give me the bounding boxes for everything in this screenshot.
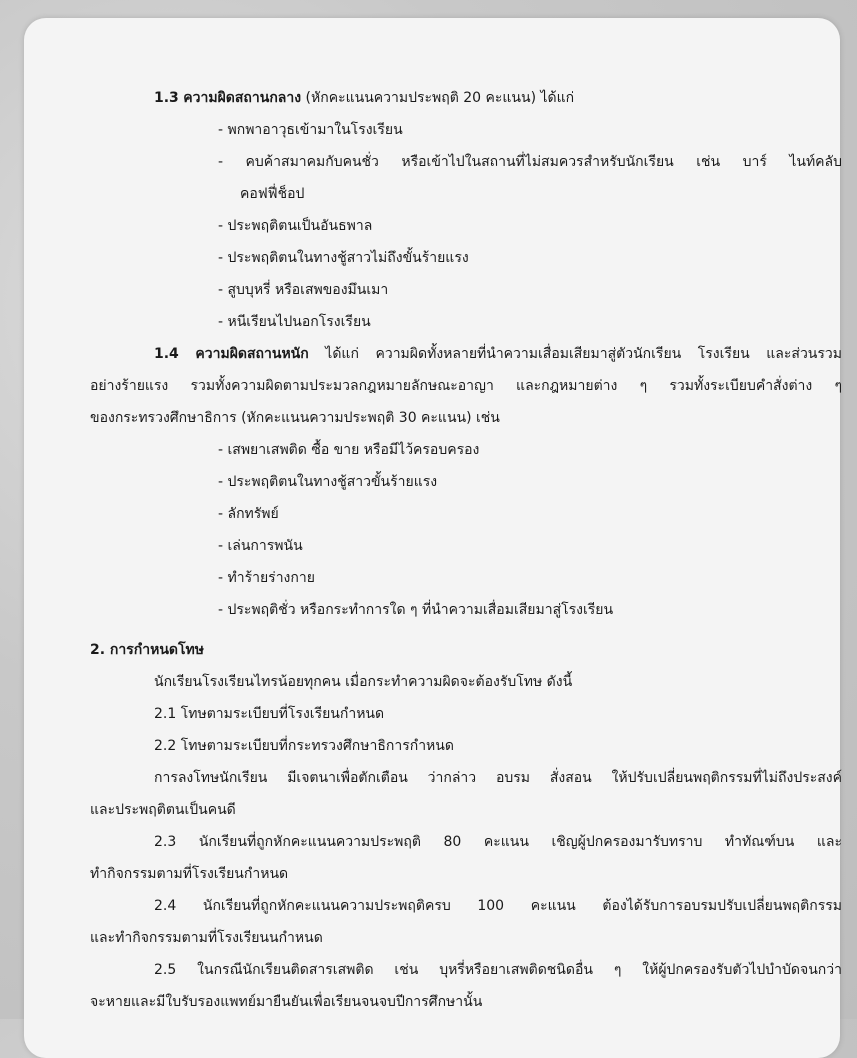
paragraph-line: 2.2 โทษตามระเบียบที่กระทรวงศึกษาธิการกำหนด [154, 738, 454, 754]
list-item: - คบค้าสมาคมกับคนชั่ว หรือเข้าไปในสถานที่ไม่สมควรสำหรับนักเรียน เช่น บาร์ ไนท์คลับ [218, 154, 842, 170]
section-title: ความผิดสถานกลาง [183, 90, 302, 106]
paragraph-line: 2.4 นักเรียนที่ถูกหักคะแนนความประพฤติครบ 100 คะแนน ต้องได้รับการอบรมปรับเปลี่ยนพฤติกรรม [154, 898, 842, 914]
list-item: - พกพาอาวุธเข้ามาในโรงเรียน [218, 122, 403, 138]
paragraph-line: 2.1 โทษตามระเบียบที่โรงเรียนกำหนด [154, 706, 385, 722]
paragraph-line: 2.5 ในกรณีนักเรียนติดสารเสพติด เช่น บุหรี่หรือยาเสพติดชนิดอื่น ๆ ให้ผู้ปกครองรับตัวไปบำบัดจนกว่า [154, 962, 842, 978]
paragraph-line: นักเรียนโรงเรียนไทรน้อยทุกคน เมื่อกระทำความผิดจะต้องรับโทษ ดังนี้ [154, 674, 573, 690]
paragraph-line: อย่างร้ายแรง รวมทั้งความผิดตามประมวลกฎหมายลักษณะอาญา และกฎหมายต่าง ๆ รวมทั้งระเบียบคำสั่งต่าง ๆ [90, 378, 842, 394]
list-item-continuation: คอฟฟี่ช็อป [240, 186, 305, 202]
document-text [90, 82, 842, 1018]
paragraph-line: จะหายและมีใบรับรองแพทย์มายืนยันเพื่อเรียนจนจบปีการศึกษานั้น [90, 994, 483, 1010]
section-number: 1.3 [154, 90, 179, 106]
paragraph-line: ทำกิจกรรมตามที่โรงเรียนกำหนด [90, 866, 289, 882]
paragraph-line: การลงโทษนักเรียน มีเจตนาเพื่อตักเตือน ว่ากล่าว อบรม สั่งสอน ให้ปรับเปลี่ยนพฤติกรรมที่ไม่ถึงประสงค์ [154, 770, 842, 786]
paragraph-line: และประพฤติตนเป็นคนดี [90, 802, 236, 818]
list-item: - สูบบุหรี่ หรือเสพของมึนเมา [218, 282, 389, 298]
list-item: - ประพฤติชั่ว หรือกระทำการใด ๆ ที่นำความเสื่อมเสียมาสู่โรงเรียน [218, 602, 614, 618]
section-rest: (หักคะแนนความประพฤติ 20 คะแนน) ได้แก่ [305, 90, 575, 106]
document-card [24, 18, 840, 1058]
paragraph-line: ของกระทรวงศึกษาธิการ (หักคะแนนความประพฤติ 30 คะแนน) เช่น [90, 410, 500, 426]
list-item: - ลักทรัพย์ [218, 506, 279, 522]
list-item: - เล่นการพนัน [218, 538, 303, 554]
list-item: - ทำร้ายร่างกาย [218, 570, 315, 586]
section-rest: ได้แก่ ความผิดทั้งหลายที่นำความเสื่อมเสียมาสู่ตัวนักเรียน โรงเรียน และส่วนรวม [325, 346, 842, 362]
list-item: - หนีเรียนไปนอกโรงเรียน [218, 314, 371, 330]
section-2-heading: 2. การกำหนดโทษ [90, 642, 204, 658]
list-item: - เสพยาเสพติด ซื้อ ขาย หรือมีไว้ครอบครอง [218, 442, 480, 458]
paragraph-line: และทำกิจกรรมตามที่โรงเรียนนกำหนด [90, 930, 323, 946]
section-1-3-heading [90, 82, 842, 114]
section-1-4-heading [90, 338, 842, 370]
list-item: - ประพฤติตนในทางชู้สาวขั้นร้ายแรง [218, 474, 438, 490]
list-item: - ประพฤติตนในทางชู้สาวไม่ถึงขั้นร้ายแรง [218, 250, 469, 266]
paragraph-line: 2.3 นักเรียนที่ถูกหักคะแนนความประพฤติ 80 คะแนน เชิญผู้ปกครองมารับทราบ ทำทัณฑ์บน และ [154, 834, 842, 850]
list-item: - ประพฤติตนเป็นอันธพาล [218, 218, 373, 234]
section-title: ความผิดสถานหนัก [195, 346, 309, 362]
section-number: 1.4 [154, 346, 179, 362]
